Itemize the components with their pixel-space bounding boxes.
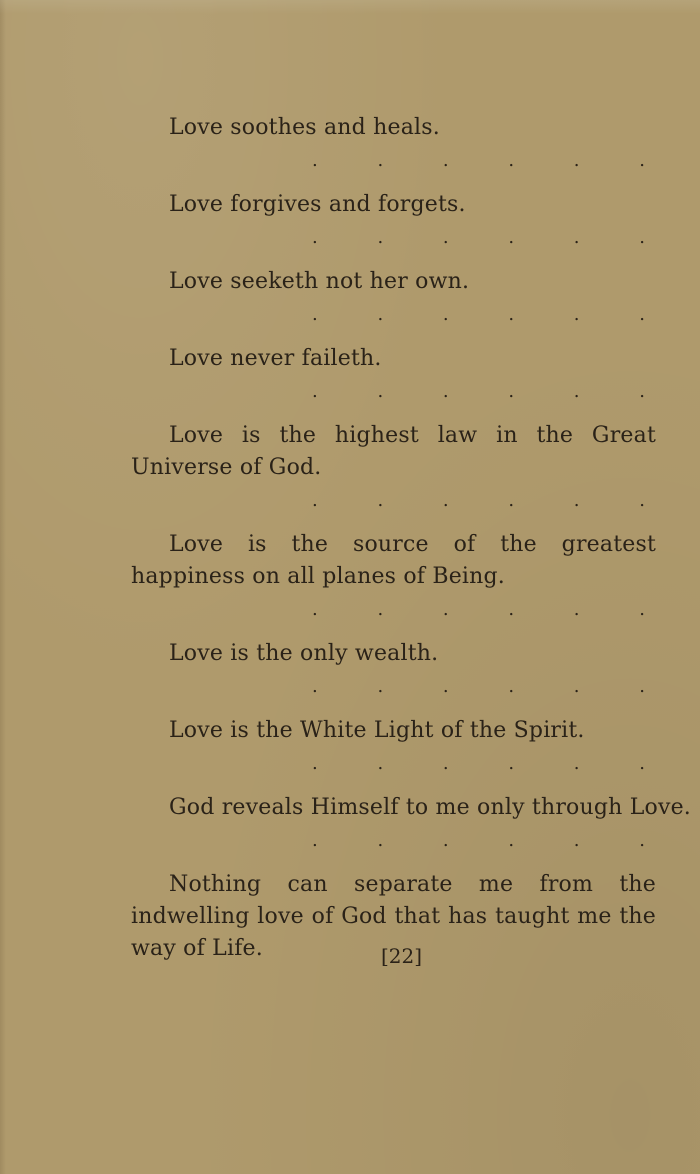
affirmation-line: Love soothes and heals. (169, 115, 440, 140)
affirmation-line: Love is the White Light of the Spirit. (169, 718, 585, 743)
affirmations-text (131, 112, 691, 965)
affirmation-line: Nothing can separate me from the indwelling love of God that has taught me the way of Life. (131, 872, 656, 961)
dot-separator: . . . . . . (312, 227, 672, 248)
dot-separator: . . . . . . (312, 490, 672, 511)
affirmation-line: Love is the source of the greatest happiness on all planes of Being. (131, 532, 656, 589)
affirmation-line: Love never faileth. (169, 346, 382, 371)
dot-separator: . . . . . . (312, 753, 672, 774)
dot-separator: . . . . . . (312, 304, 672, 325)
dot-separator: . . . . . . (312, 381, 672, 402)
dot-separator: . . . . . . (312, 830, 672, 851)
dot-separator: . . . . . . (312, 150, 672, 171)
affirmation-line: Love is the highest law in the Great Universe of God. (131, 423, 656, 480)
affirmation-line: Love forgives and forgets. (169, 192, 466, 217)
page-top-edge (0, 0, 700, 14)
dot-separator: . . . . . . (312, 676, 672, 697)
affirmation-line: Love seeketh not her own. (169, 269, 470, 294)
affirmation-line: God reveals Himself to me only through Love. (169, 795, 691, 820)
page-left-edge (0, 0, 6, 1174)
dot-separator: . . . . . . (312, 599, 672, 620)
affirmation-line: Love is the only wealth. (169, 641, 439, 666)
page-number: [22] (381, 944, 423, 968)
